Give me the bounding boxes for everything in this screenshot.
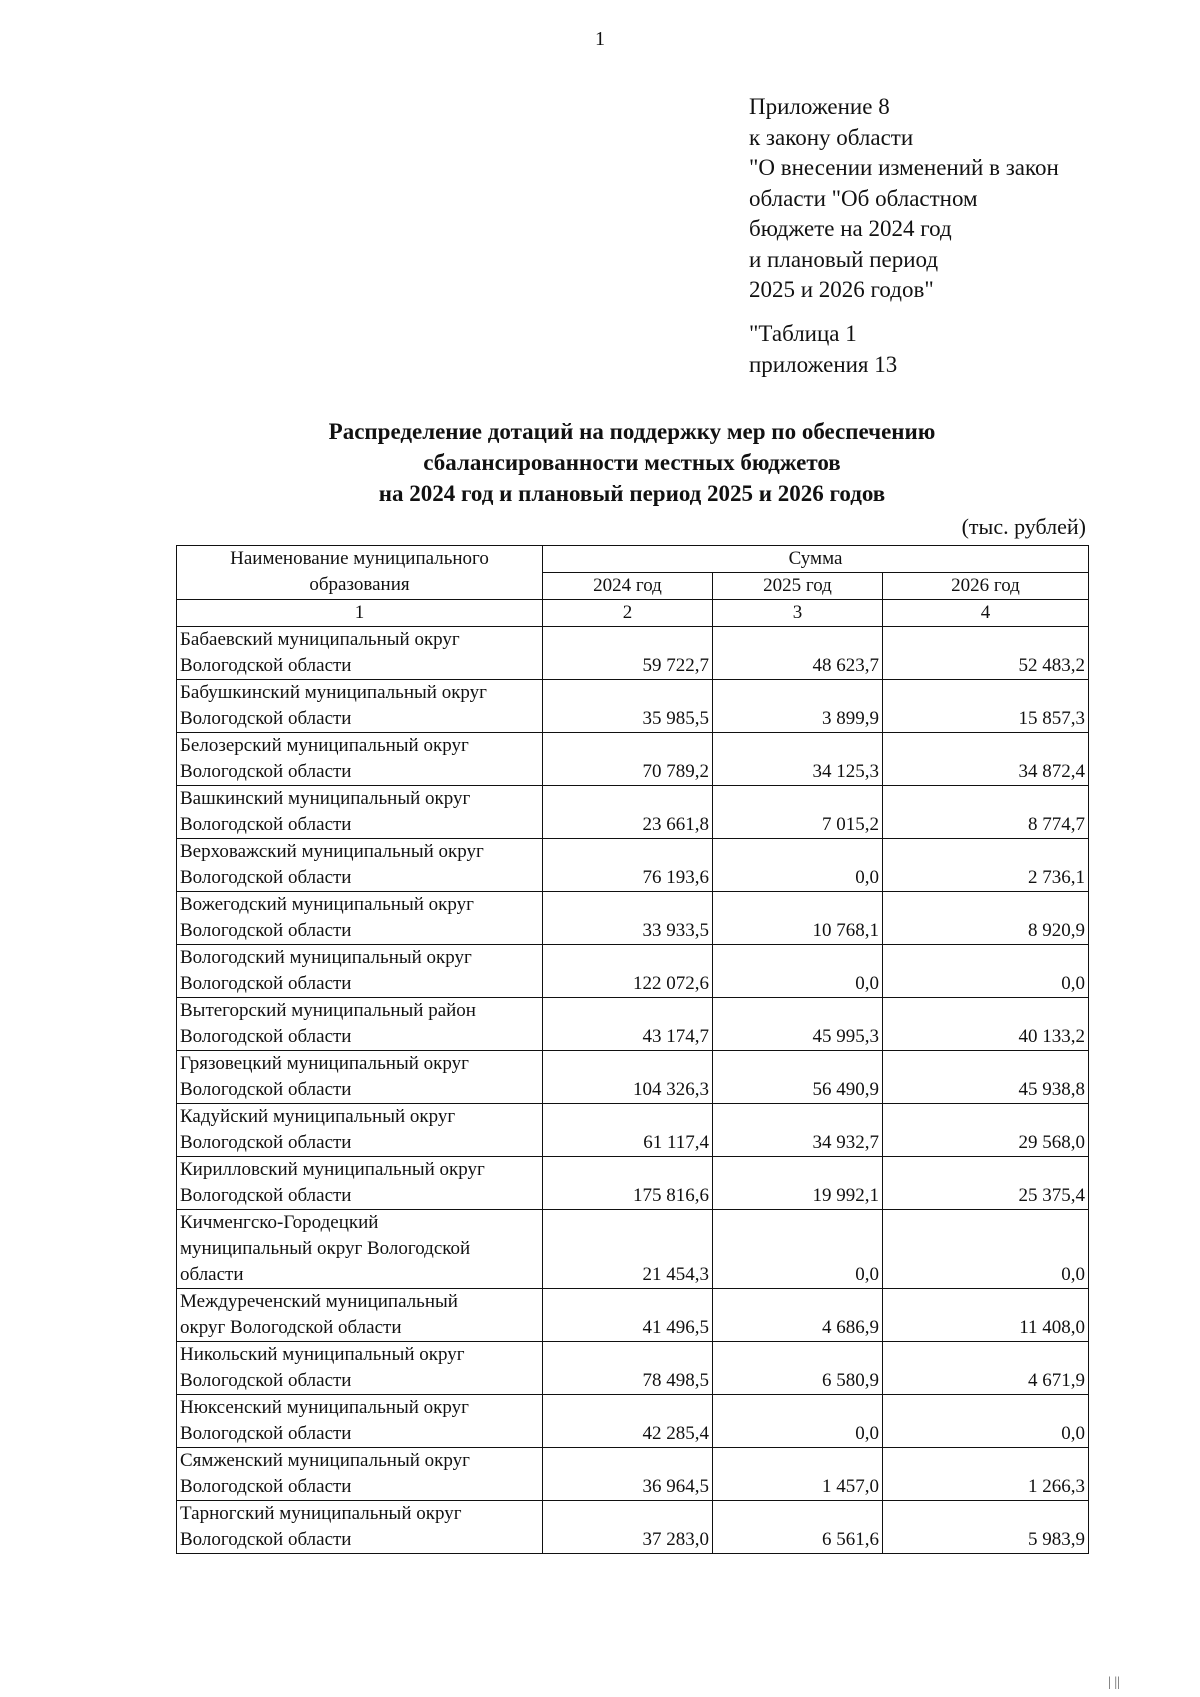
table-row: [177, 839, 1089, 892]
amount-2024: 104 326,3: [543, 1051, 713, 1104]
municipality-name: [177, 1448, 543, 1501]
amount-2026: 5 983,9: [883, 1501, 1089, 1554]
amount-2026: 25 375,4: [883, 1157, 1089, 1210]
municipality-name-line: Бабушкинский муниципальный округ: [180, 682, 487, 703]
municipality-name-line: муниципальный округ Вологодской: [180, 1238, 471, 1259]
amount-2026: 0,0: [883, 945, 1089, 998]
amount-2026: 2 736,1: [883, 839, 1089, 892]
title-line: сбалансированности местных бюджетов: [423, 450, 841, 475]
amount-2026: 4 671,9: [883, 1342, 1089, 1395]
municipality-name-line: Вологодской области: [180, 1529, 352, 1550]
header-sum: Сумма: [543, 546, 1089, 573]
table-row: [177, 1342, 1089, 1395]
table-row: [177, 998, 1089, 1051]
header-name-column: Наименование муниципального образования: [177, 546, 543, 600]
amount-2025: 4 686,9: [713, 1289, 883, 1342]
amount-2025: 1 457,0: [713, 1448, 883, 1501]
table-row: [177, 1501, 1089, 1554]
amount-2025: 10 768,1: [713, 892, 883, 945]
table-row: [177, 1104, 1089, 1157]
municipality-name-line: Верховажский муниципальный округ: [180, 841, 484, 862]
amount-2024: 122 072,6: [543, 945, 713, 998]
amount-2025: 34 932,7: [713, 1104, 883, 1157]
amount-2024: 175 816,6: [543, 1157, 713, 1210]
municipality-name: [177, 1342, 543, 1395]
amount-2026: 8 774,7: [883, 786, 1089, 839]
page-number: 1: [595, 28, 605, 50]
municipality-name: [177, 1210, 543, 1289]
appendix-line: 2025 и 2026 годов": [749, 277, 934, 302]
municipality-name: [177, 680, 543, 733]
amount-2026: 40 133,2: [883, 998, 1089, 1051]
table-row: [177, 627, 1089, 680]
municipality-name-line: Вологодской области: [180, 920, 352, 941]
table-reference: [749, 318, 897, 380]
appendix-line: области "Об областном: [749, 185, 978, 211]
amount-2026: 52 483,2: [883, 627, 1089, 680]
table-row: [177, 786, 1089, 839]
municipality-name-line: Вологодской области: [180, 1132, 352, 1153]
table-row: [177, 680, 1089, 733]
amount-2025: 0,0: [713, 839, 883, 892]
amount-2024: 35 985,5: [543, 680, 713, 733]
municipality-name: [177, 1104, 543, 1157]
municipality-name-line: Вологодской области: [180, 1370, 352, 1391]
municipality-name-line: Вашкинский муниципальный округ: [180, 788, 471, 809]
municipality-name-line: Грязовецкий муниципальный округ: [180, 1053, 469, 1074]
column-number: 4: [883, 600, 1089, 627]
municipality-name: [177, 733, 543, 786]
amount-2024: 61 117,4: [543, 1104, 713, 1157]
municipality-name-line: округ Вологодской области: [180, 1317, 402, 1338]
column-number: 3: [713, 600, 883, 627]
amount-2024: 41 496,5: [543, 1289, 713, 1342]
appendix-line: к закону области: [749, 124, 914, 150]
municipality-name-line: Кирилловский муниципальный округ: [180, 1159, 485, 1180]
amount-2024: 33 933,5: [543, 892, 713, 945]
municipality-name-line: Сямженский муниципальный округ: [180, 1450, 470, 1471]
municipality-name: [177, 1289, 543, 1342]
units-label: (тыс. рублей): [961, 514, 1086, 539]
amount-2026: 34 872,4: [883, 733, 1089, 786]
amount-2025: 3 899,9: [713, 680, 883, 733]
header-year-2024: 2024 год: [543, 573, 713, 600]
document-title: [0, 416, 1200, 509]
municipality-name: [177, 1157, 543, 1210]
municipality-name: [177, 627, 543, 680]
municipality-name: [177, 1051, 543, 1104]
table-row: [177, 945, 1089, 998]
municipality-name-line: Вологодской области: [180, 814, 352, 835]
municipality-name-line: Никольский муниципальный округ: [180, 1344, 465, 1365]
municipality-name: [177, 945, 543, 998]
amount-2026: 0,0: [883, 1210, 1089, 1289]
amount-2025: 0,0: [713, 1395, 883, 1448]
municipality-name-line: области: [180, 1264, 244, 1285]
table-row: [177, 1395, 1089, 1448]
table-row: [177, 733, 1089, 786]
amount-2026: 45 938,8: [883, 1051, 1089, 1104]
municipality-name-line: Вологодской области: [180, 761, 352, 782]
municipality-name-line: Вожегодский муниципальный округ: [180, 894, 474, 915]
municipality-name-line: Вологодской области: [180, 708, 352, 729]
municipality-name-line: Вологодской области: [180, 655, 352, 676]
amount-2025: 6 561,6: [713, 1501, 883, 1554]
municipality-name: [177, 998, 543, 1051]
municipality-name-line: Кадуйский муниципальный округ: [180, 1106, 456, 1127]
table-row: [177, 1289, 1089, 1342]
amount-2026: 29 568,0: [883, 1104, 1089, 1157]
municipality-name-line: Вытегорский муниципальный район: [180, 1000, 476, 1021]
amount-2025: 0,0: [713, 1210, 883, 1289]
amount-2026: 15 857,3: [883, 680, 1089, 733]
amount-2024: 36 964,5: [543, 1448, 713, 1501]
amount-2025: 19 992,1: [713, 1157, 883, 1210]
municipality-name: [177, 786, 543, 839]
table-body: [177, 627, 1089, 1554]
amount-2026: 11 408,0: [883, 1289, 1089, 1342]
appendix-line: "О внесении изменений в закон: [749, 155, 1059, 180]
municipality-name: [177, 1501, 543, 1554]
table-row: [177, 1210, 1089, 1289]
municipality-name-line: Вологодской области: [180, 1423, 352, 1444]
amount-2025: 0,0: [713, 945, 883, 998]
title-line: Распределение дотаций на поддержку мер по обеспечению: [328, 419, 936, 444]
amount-2024: 43 174,7: [543, 998, 713, 1051]
amount-2025: 34 125,3: [713, 733, 883, 786]
column-number: 1: [177, 600, 543, 627]
amount-2024: 59 722,7: [543, 627, 713, 680]
amount-2025: 56 490,9: [713, 1051, 883, 1104]
header-year-2026: 2026 год: [883, 573, 1089, 600]
municipality-name-line: Междуреченский муниципальный: [180, 1291, 458, 1312]
table-reference-line: "Таблица 1: [749, 321, 857, 346]
appendix-line: Приложение 8: [749, 94, 890, 119]
scan-artifact: | ||: [1108, 1675, 1120, 1690]
table-reference-line: приложения 13: [749, 352, 898, 377]
amount-2025: 45 995,3: [713, 998, 883, 1051]
municipality-name-line: Вологодской области: [180, 1185, 352, 1206]
municipality-name-line: Вологодской области: [180, 973, 352, 994]
municipality-name-line: Вологодской области: [180, 1476, 352, 1497]
amount-2024: 23 661,8: [543, 786, 713, 839]
amount-2024: 78 498,5: [543, 1342, 713, 1395]
amount-2026: 1 266,3: [883, 1448, 1089, 1501]
subsidy-table: [176, 545, 1089, 1554]
municipality-name-line: Кичменгско-Городецкий: [180, 1212, 379, 1233]
table-row: [177, 1157, 1089, 1210]
appendix-line: бюджете на 2024 год: [749, 216, 952, 241]
municipality-name: [177, 892, 543, 945]
amount-2024: 21 454,3: [543, 1210, 713, 1289]
amount-2024: 70 789,2: [543, 733, 713, 786]
municipality-name-line: Нюксенский муниципальный округ: [180, 1397, 469, 1418]
appendix-line: и плановый период: [749, 246, 939, 272]
municipality-name: [177, 839, 543, 892]
municipality-name-line: Бабаевский муниципальный округ: [180, 629, 460, 650]
table-row: [177, 1448, 1089, 1501]
column-number: 2: [543, 600, 713, 627]
municipality-name-line: Вологодской области: [180, 867, 352, 888]
municipality-name-line: Вологодской области: [180, 1026, 352, 1047]
amount-2024: 42 285,4: [543, 1395, 713, 1448]
municipality-name-line: Тарногский муниципальный округ: [180, 1503, 462, 1524]
amount-2025: 48 623,7: [713, 627, 883, 680]
municipality-name-line: Вологодской области: [180, 1079, 352, 1100]
amount-2024: 37 283,0: [543, 1501, 713, 1554]
municipality-name-line: Вологодский муниципальный округ: [180, 947, 472, 968]
table-row: [177, 1051, 1089, 1104]
municipality-name-line: Белозерский муниципальный округ: [180, 735, 469, 756]
amount-2025: 7 015,2: [713, 786, 883, 839]
header-year-2025: 2025 год: [713, 573, 883, 600]
table-row: [177, 892, 1089, 945]
amount-2026: 8 920,9: [883, 892, 1089, 945]
amount-2024: 76 193,6: [543, 839, 713, 892]
municipality-name: [177, 1395, 543, 1448]
appendix-reference: [749, 92, 1059, 306]
amount-2026: 0,0: [883, 1395, 1089, 1448]
amount-2025: 6 580,9: [713, 1342, 883, 1395]
title-line: на 2024 год и плановый период 2025 и 2026 годов: [378, 481, 886, 506]
